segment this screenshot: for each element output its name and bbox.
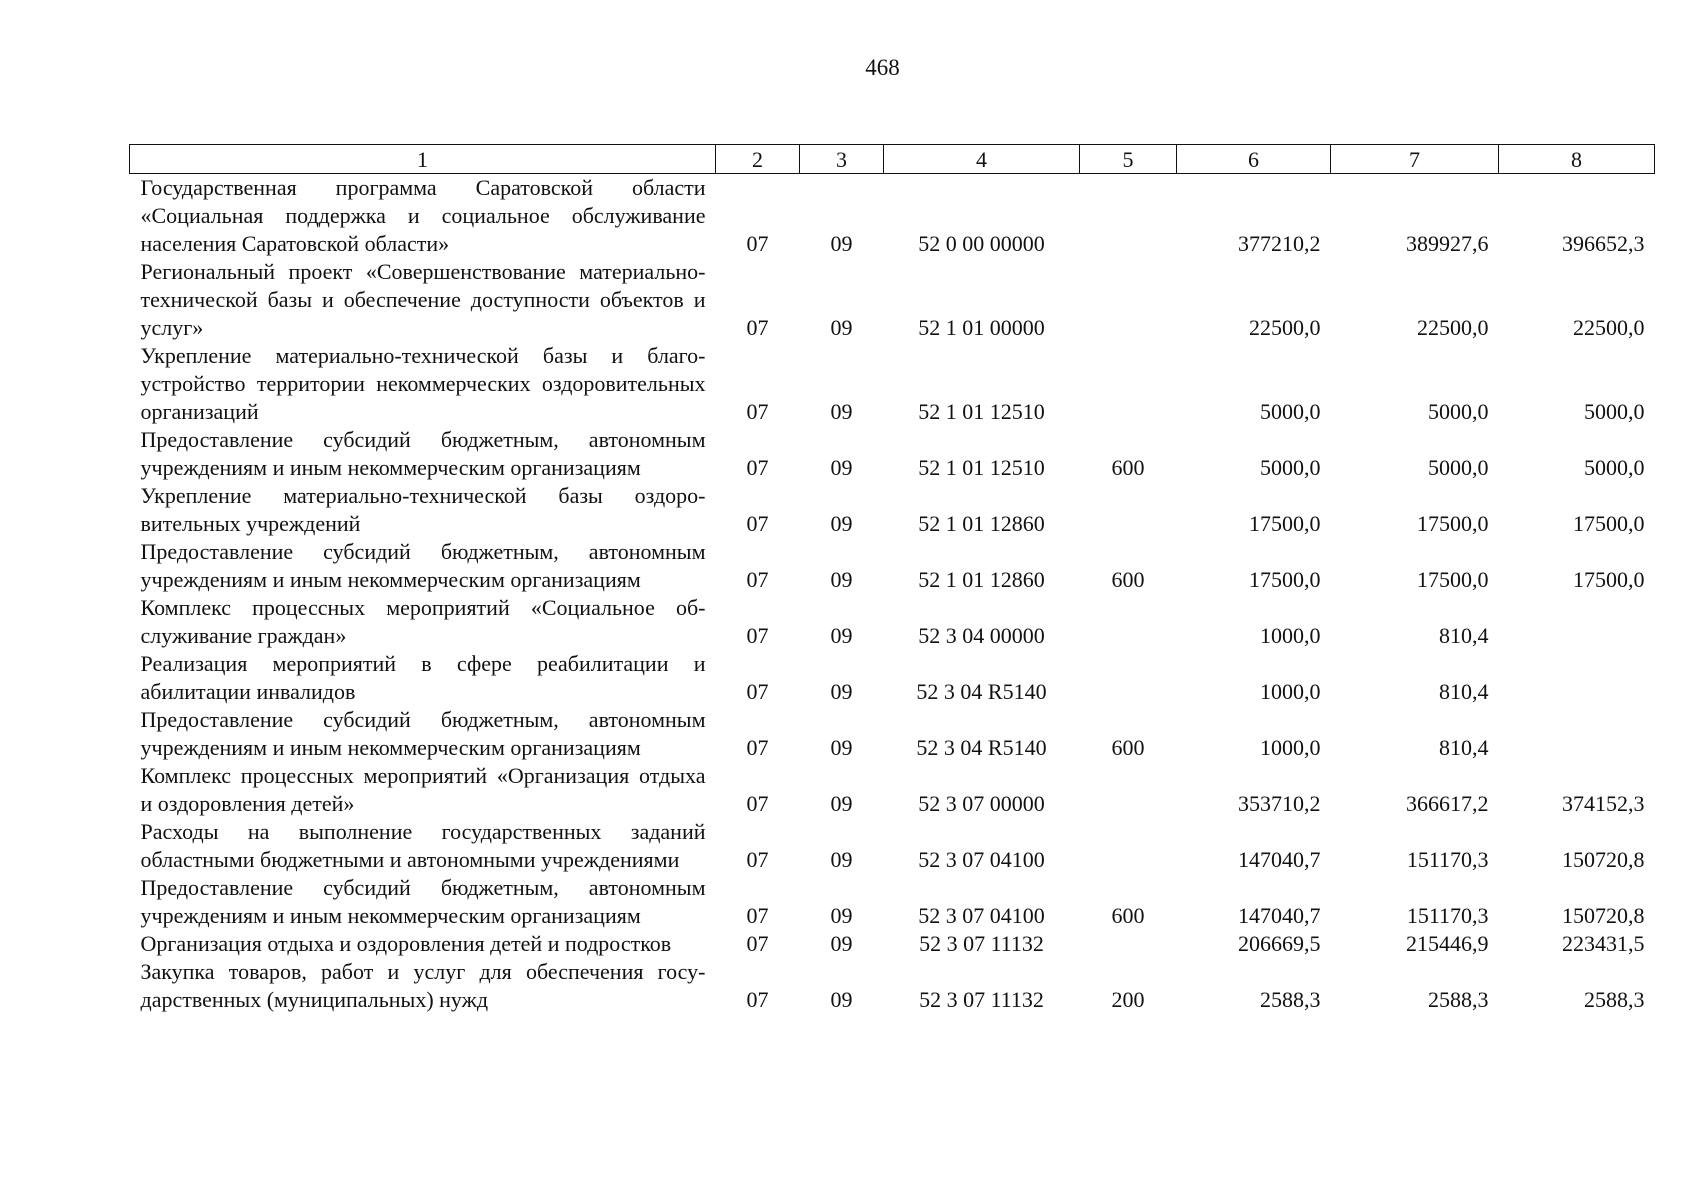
amount-col-7: 366617,2 bbox=[1406, 791, 1489, 816]
section-code: 07 bbox=[746, 455, 769, 480]
expense-type-code bbox=[1080, 342, 1177, 426]
amount-col-6: 377210,2 bbox=[1238, 231, 1321, 256]
table-row bbox=[130, 258, 1655, 342]
amount-col-6: 1000,0 bbox=[1260, 679, 1321, 704]
section-code: 07 bbox=[746, 847, 769, 872]
row-name: Предоставление субсидий бюджетным, автономным учреждениям и иным некоммерческим организациям bbox=[140, 539, 706, 592]
amount-col-7: 5000,0 bbox=[1428, 455, 1489, 480]
subsection-code: 09 bbox=[830, 903, 853, 928]
target-article-code: 52 3 07 04100 bbox=[918, 903, 1045, 928]
target-article-code: 52 3 04 R5140 bbox=[916, 679, 1047, 704]
target-article-code: 52 1 01 12860 bbox=[918, 511, 1045, 536]
column-header: 4 bbox=[884, 145, 1080, 174]
amount-col-6: 1000,0 bbox=[1260, 735, 1321, 760]
target-article-code: 52 3 07 11132 bbox=[919, 987, 1044, 1012]
column-header: 7 bbox=[1331, 145, 1499, 174]
amount-col-6: 1000,0 bbox=[1260, 623, 1321, 648]
section-code: 07 bbox=[746, 315, 769, 340]
target-article-code: 52 0 00 00000 bbox=[918, 231, 1045, 256]
target-article-code: 52 1 01 12510 bbox=[918, 399, 1045, 424]
amount-col-8 bbox=[1499, 594, 1655, 650]
table-row bbox=[130, 538, 1655, 594]
expense-type-code: 600 bbox=[1111, 735, 1145, 760]
subsection-code: 09 bbox=[830, 315, 853, 340]
amount-col-7: 151170,3 bbox=[1406, 903, 1489, 928]
expense-type-code bbox=[1080, 762, 1177, 818]
row-name: Закупка товаров, работ и услуг для обеспечения государственных (муниципальных) нужд bbox=[140, 959, 706, 1012]
amount-col-8 bbox=[1499, 706, 1655, 762]
section-code: 07 bbox=[746, 987, 769, 1012]
expense-type-code: 600 bbox=[1111, 567, 1145, 592]
column-header: 1 bbox=[130, 145, 716, 174]
amount-col-6: 353710,2 bbox=[1238, 791, 1321, 816]
column-header: 5 bbox=[1080, 145, 1177, 174]
target-article-code: 52 3 04 00000 bbox=[918, 623, 1045, 648]
target-article-code: 52 3 07 00000 bbox=[918, 791, 1045, 816]
row-name: Реализация мероприятий в сфере реабилитации и абилитации инвалидов bbox=[140, 651, 706, 704]
row-name: Государственная программа Саратовской области «Социальная поддержка и социальное обслуживание населения Саратовской области» bbox=[140, 175, 706, 256]
column-header: 3 bbox=[800, 145, 884, 174]
section-code: 07 bbox=[746, 399, 769, 424]
amount-col-7: 151170,3 bbox=[1406, 847, 1489, 872]
amount-col-7: 215446,9 bbox=[1406, 931, 1489, 956]
row-name: Укрепление материально-технической базы и благоустройство территории некоммерческих оздоровительных организаций bbox=[140, 343, 706, 424]
expense-type-code bbox=[1080, 818, 1177, 874]
section-code: 07 bbox=[746, 511, 769, 536]
table-row bbox=[130, 426, 1655, 482]
column-header: 6 bbox=[1177, 145, 1331, 174]
expense-type-code: 600 bbox=[1111, 903, 1145, 928]
section-code: 07 bbox=[746, 931, 769, 956]
amount-col-7: 810,4 bbox=[1439, 679, 1489, 704]
amount-col-7: 22500,0 bbox=[1417, 315, 1489, 340]
amount-col-7: 17500,0 bbox=[1417, 567, 1489, 592]
row-name: Расходы на выполнение государственных заданий областными бюджетными и автономными учреждениями bbox=[140, 819, 706, 872]
section-code: 07 bbox=[746, 231, 769, 256]
table-row bbox=[130, 342, 1655, 426]
subsection-code: 09 bbox=[830, 931, 853, 956]
table-row bbox=[130, 482, 1655, 538]
expense-type-code bbox=[1080, 594, 1177, 650]
amount-col-6: 5000,0 bbox=[1260, 399, 1321, 424]
section-code: 07 bbox=[746, 791, 769, 816]
amount-col-8: 5000,0 bbox=[1584, 399, 1645, 424]
amount-col-7: 810,4 bbox=[1439, 735, 1489, 760]
budget-table bbox=[129, 144, 1655, 1014]
subsection-code: 09 bbox=[830, 511, 853, 536]
row-name: Предоставление субсидий бюджетным, автономным учреждениям и иным некоммерческим организациям bbox=[140, 707, 706, 760]
row-name: Предоставление субсидий бюджетным, автономным учреждениям и иным некоммерческим организациям bbox=[140, 427, 706, 480]
expense-type-code bbox=[1080, 482, 1177, 538]
header-row bbox=[130, 145, 1655, 174]
amount-col-8: 22500,0 bbox=[1573, 315, 1645, 340]
subsection-code: 09 bbox=[830, 679, 853, 704]
amount-col-8: 2588,3 bbox=[1584, 987, 1645, 1012]
amount-col-7: 2588,3 bbox=[1428, 987, 1489, 1012]
amount-col-8: 17500,0 bbox=[1573, 567, 1645, 592]
column-header: 8 bbox=[1499, 145, 1655, 174]
amount-col-7: 5000,0 bbox=[1428, 399, 1489, 424]
target-article-code: 52 3 04 R5140 bbox=[916, 735, 1047, 760]
table-row bbox=[130, 930, 1655, 958]
row-name: Укрепление материально-технической базы оздоровительных учреждений bbox=[140, 483, 706, 536]
table-row bbox=[130, 762, 1655, 818]
row-name: Региональный проект «Совершенствование материально-технической базы и обеспечение доступности объектов и услуг» bbox=[140, 259, 706, 340]
amount-col-6: 5000,0 bbox=[1260, 455, 1321, 480]
amount-col-6: 147040,7 bbox=[1238, 903, 1321, 928]
subsection-code: 09 bbox=[830, 623, 853, 648]
expense-type-code: 200 bbox=[1111, 987, 1145, 1012]
amount-col-6: 17500,0 bbox=[1249, 567, 1321, 592]
row-name: Комплекс процессных мероприятий «Организация отдыха и оздоровления детей» bbox=[140, 763, 706, 816]
expense-type-code bbox=[1080, 650, 1177, 706]
amount-col-6: 2588,3 bbox=[1260, 987, 1321, 1012]
expense-type-code bbox=[1080, 930, 1177, 958]
amount-col-8: 5000,0 bbox=[1584, 455, 1645, 480]
target-article-code: 52 1 01 12510 bbox=[918, 455, 1045, 480]
amount-col-8: 374152,3 bbox=[1562, 791, 1645, 816]
target-article-code: 52 1 01 12860 bbox=[918, 567, 1045, 592]
table-row bbox=[130, 958, 1655, 1014]
row-name: Предоставление субсидий бюджетным, автономным учреждениям и иным некоммерческим организациям bbox=[140, 875, 706, 928]
section-code: 07 bbox=[746, 735, 769, 760]
table-row bbox=[130, 706, 1655, 762]
section-code: 07 bbox=[746, 567, 769, 592]
table-row bbox=[130, 594, 1655, 650]
page-number: 468 bbox=[865, 55, 900, 80]
column-header: 2 bbox=[716, 145, 800, 174]
subsection-code: 09 bbox=[830, 735, 853, 760]
table-row bbox=[130, 650, 1655, 706]
expense-type-code: 600 bbox=[1111, 455, 1145, 480]
amount-col-8: 223431,5 bbox=[1562, 931, 1645, 956]
subsection-code: 09 bbox=[830, 399, 853, 424]
subsection-code: 09 bbox=[830, 455, 853, 480]
amount-col-6: 22500,0 bbox=[1249, 315, 1321, 340]
amount-col-7: 17500,0 bbox=[1417, 511, 1489, 536]
subsection-code: 09 bbox=[830, 567, 853, 592]
subsection-code: 09 bbox=[830, 847, 853, 872]
section-code: 07 bbox=[746, 679, 769, 704]
amount-col-8: 396652,3 bbox=[1562, 231, 1645, 256]
subsection-code: 09 bbox=[830, 791, 853, 816]
row-name: Организация отдыха и оздоровления детей и подростков bbox=[140, 931, 672, 956]
row-name: Комплекс процессных мероприятий «Социальное обслуживание граждан» bbox=[140, 595, 706, 648]
target-article-code: 52 3 07 04100 bbox=[918, 847, 1045, 872]
section-code: 07 bbox=[746, 623, 769, 648]
section-code: 07 bbox=[746, 903, 769, 928]
subsection-code: 09 bbox=[830, 987, 853, 1012]
amount-col-6: 17500,0 bbox=[1249, 511, 1321, 536]
amount-col-8 bbox=[1499, 650, 1655, 706]
expense-type-code bbox=[1080, 174, 1177, 259]
amount-col-6: 206669,5 bbox=[1238, 931, 1321, 956]
table-row bbox=[130, 874, 1655, 930]
subsection-code: 09 bbox=[830, 231, 853, 256]
target-article-code: 52 1 01 00000 bbox=[918, 315, 1045, 340]
amount-col-8: 150720,8 bbox=[1562, 903, 1645, 928]
amount-col-7: 810,4 bbox=[1439, 623, 1489, 648]
table-row bbox=[130, 174, 1655, 259]
amount-col-7: 389927,6 bbox=[1406, 231, 1489, 256]
amount-col-8: 150720,8 bbox=[1562, 847, 1645, 872]
amount-col-6: 147040,7 bbox=[1238, 847, 1321, 872]
table-row bbox=[130, 818, 1655, 874]
target-article-code: 52 3 07 11132 bbox=[919, 931, 1044, 956]
expense-type-code bbox=[1080, 258, 1177, 342]
amount-col-8: 17500,0 bbox=[1573, 511, 1645, 536]
